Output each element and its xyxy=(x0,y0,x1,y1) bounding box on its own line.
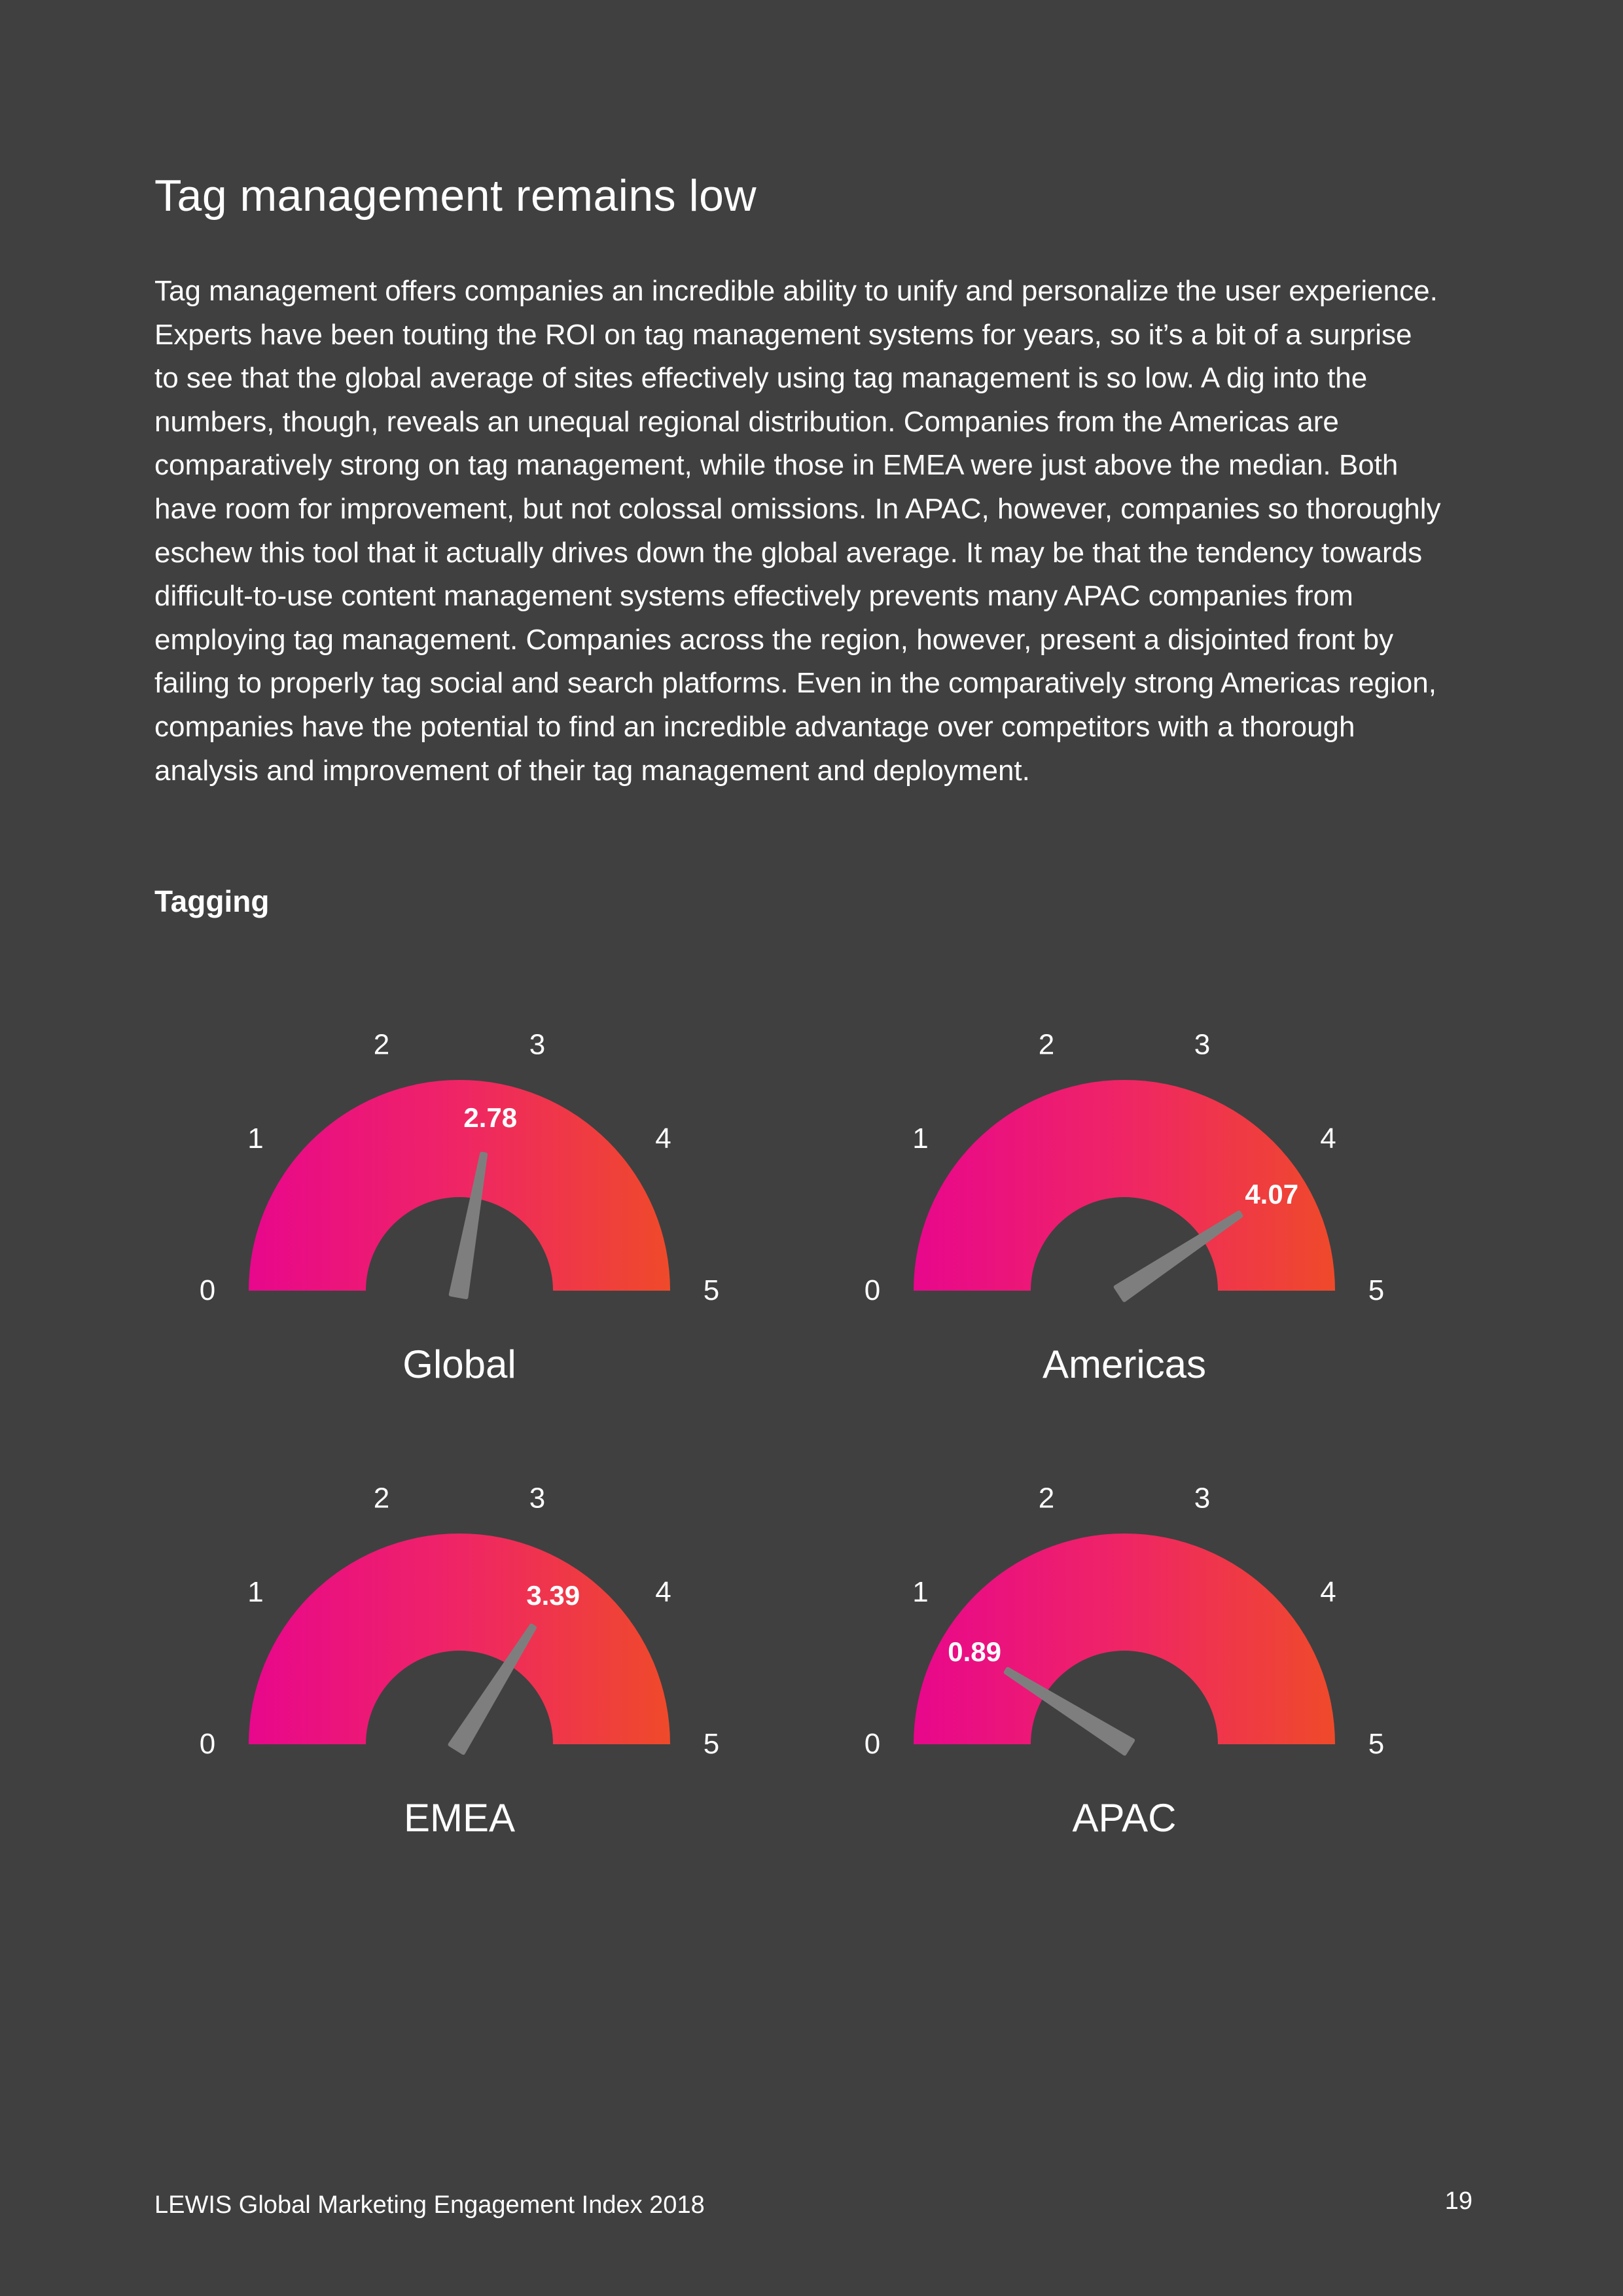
gauge-tick-label: 3 xyxy=(529,1482,546,1515)
gauge-tick-label: 1 xyxy=(247,1575,264,1608)
gauge-name-label: EMEA xyxy=(403,1796,516,1840)
gauge-tick-label: 4 xyxy=(655,1122,671,1155)
body-line: numbers, though, reveals an unequal regional distribution. Companies from the Americas are xyxy=(154,405,1339,438)
gauge-tick-label: 4 xyxy=(1320,1575,1336,1608)
gauge-value-label: 3.39 xyxy=(526,1580,580,1611)
body-line: employing tag management. Companies across the region, however, present a disjointed front by xyxy=(154,623,1394,656)
gauge-tick-label: 4 xyxy=(1320,1122,1336,1155)
gauge-tick-label: 5 xyxy=(1368,1274,1385,1306)
gauge-tick-label: 0 xyxy=(199,1728,216,1760)
body-line: difficult-to-use content management systems effectively prevents many APAC companies from xyxy=(154,580,1353,613)
gauge-tick-label: 2 xyxy=(373,1028,390,1061)
gauge-tick-label: 2 xyxy=(1038,1482,1055,1515)
body-line: have room for improvement, but not colossal omissions. In APAC, however, companies so thoroughly xyxy=(154,492,1441,525)
chart-title: Tagging xyxy=(154,884,270,918)
gauge-tick-label: 5 xyxy=(1368,1728,1385,1760)
gauge-tick-label: 0 xyxy=(864,1728,881,1760)
gauge-tick-label: 3 xyxy=(1194,1028,1211,1061)
gauge-tick-label: 1 xyxy=(247,1122,264,1155)
gauge-tick-label: 2 xyxy=(1038,1028,1055,1061)
page-number: 19 xyxy=(1444,2187,1472,2215)
gauge-tick-label: 1 xyxy=(912,1122,929,1155)
gauge-value-label: 0.89 xyxy=(948,1636,1001,1667)
body-line: analysis and improvement of their tag management and deployment. xyxy=(154,754,1030,787)
gauge-tick-label: 1 xyxy=(912,1575,929,1608)
gauge-tick-label: 3 xyxy=(1194,1482,1211,1515)
gauge-name-label: APAC xyxy=(1072,1796,1177,1840)
body-line: to see that the global average of sites effectively using tag management is so low. A dig into the xyxy=(154,362,1368,395)
body-paragraph xyxy=(154,270,1476,793)
body-line: companies have the potential to find an incredible advantage over competitors with a thorough xyxy=(154,710,1355,743)
body-line: Experts have been touting the ROI on tag management systems for years, so it’s a bit of a surprise xyxy=(154,318,1412,351)
gauge-value-label: 4.07 xyxy=(1245,1179,1299,1210)
page-heading: Tag management remains low xyxy=(154,171,757,221)
gauge-arc xyxy=(249,1534,670,1744)
gauge-name-label: Americas xyxy=(1042,1342,1207,1386)
gauge-name-label: Global xyxy=(402,1342,516,1386)
gauge-tick-label: 5 xyxy=(703,1728,720,1760)
gauge-tick-label: 2 xyxy=(373,1482,390,1515)
gauge-tick-label: 0 xyxy=(864,1274,881,1306)
footer-publication: LEWIS Global Marketing Engagement Index 2018 xyxy=(154,2191,705,2219)
gauge-tick-label: 5 xyxy=(703,1274,720,1306)
body-line: eschew this tool that it actually drives down the global average. It may be that the tendency towards xyxy=(154,536,1423,569)
body-line: Tag management offers companies an incredible ability to unify and personalize the user experience. xyxy=(154,275,1438,307)
gauge-tick-label: 4 xyxy=(655,1575,671,1608)
gauge-value-label: 2.78 xyxy=(463,1102,518,1134)
gauge-tick-label: 3 xyxy=(529,1028,546,1061)
body-line: failing to properly tag social and search platforms. Even in the comparatively strong Americas region, xyxy=(154,667,1436,700)
gauge-chart-area xyxy=(0,982,1623,1898)
body-line: comparatively strong on tag management, while those in EMEA were just above the median. Both xyxy=(154,449,1399,482)
gauge-tick-label: 0 xyxy=(199,1274,216,1306)
